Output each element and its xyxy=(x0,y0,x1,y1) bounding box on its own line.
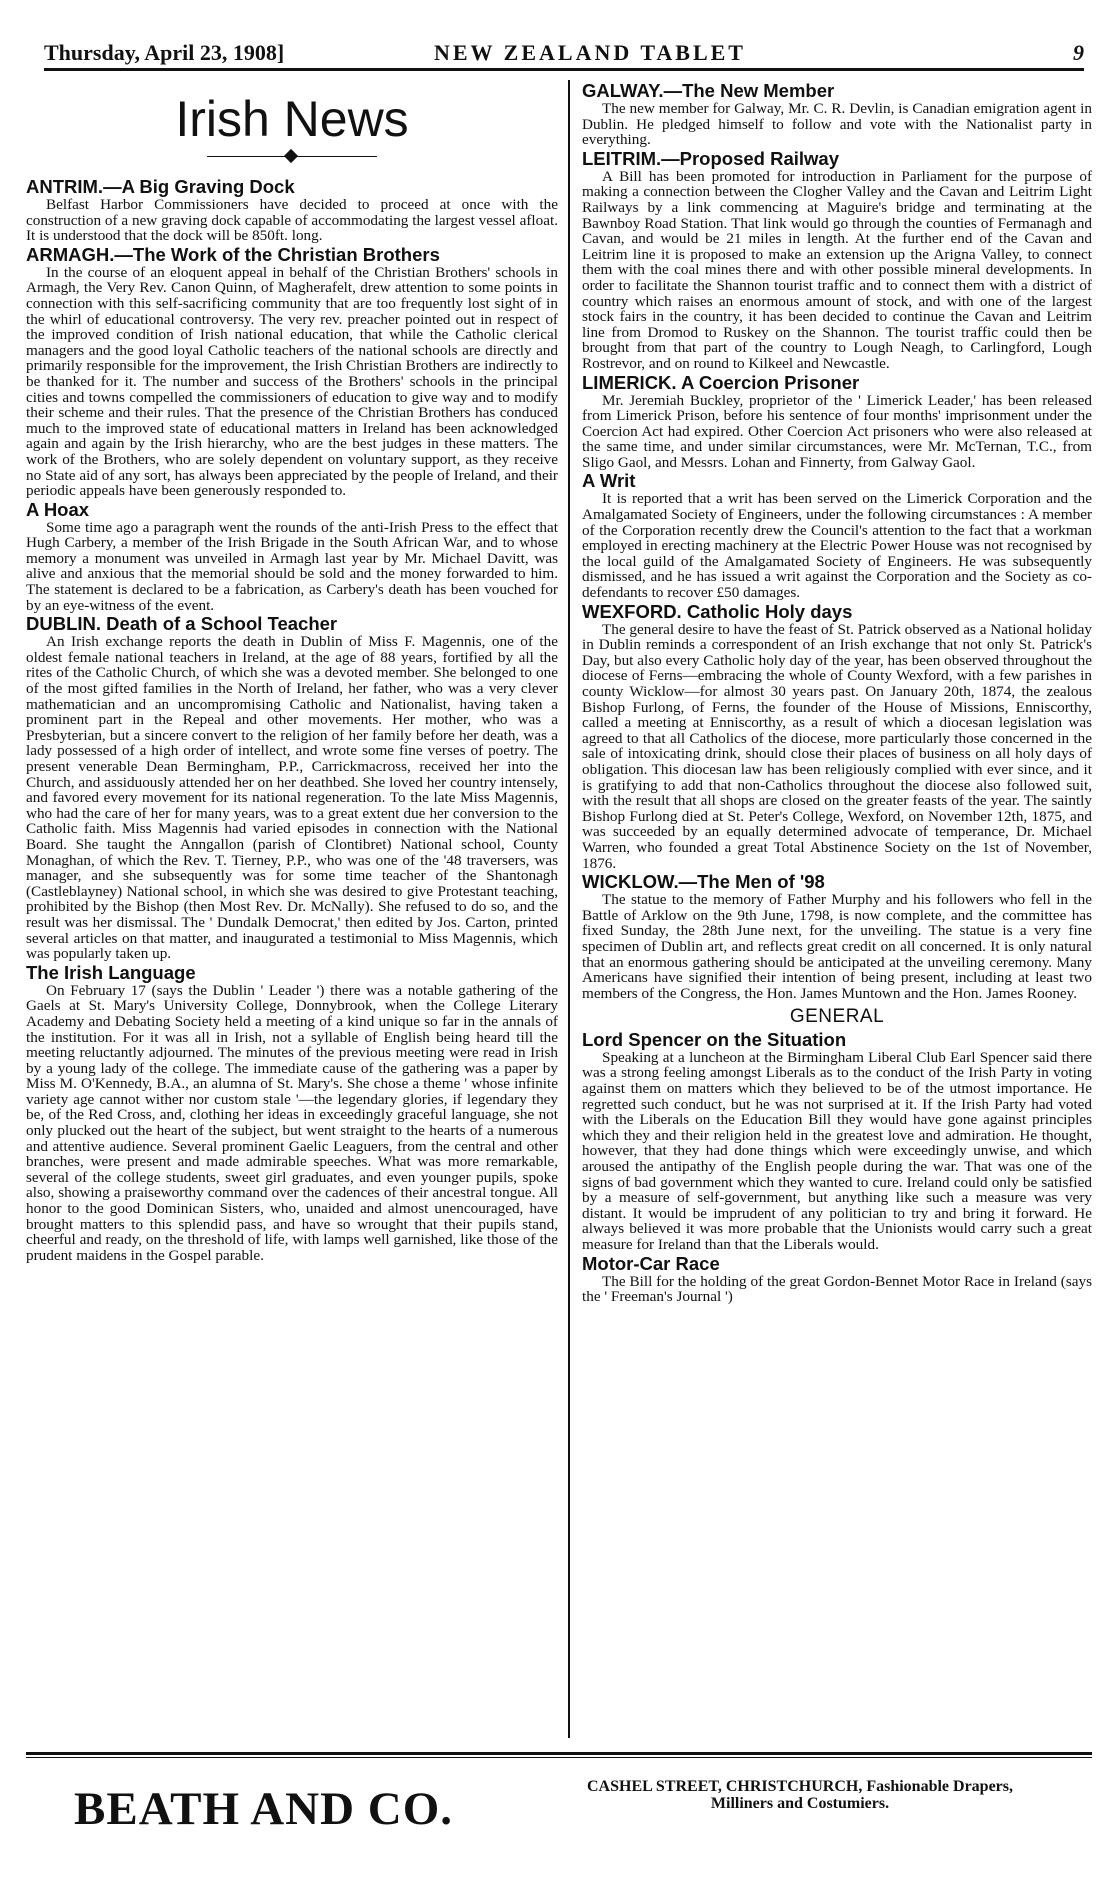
article-paragraph: It is reported that a writ has been served on the Limerick Corporation and the Amalgamated Society of Engineers, under the following circumstances : A member of the Corporation recently drew the Council's attention to the fact that a workman employed in erecting machinery at the Electric Power House was not recognised by the local guild of the Amalgamated Society of Engineers. He was subsequently dismissed, and he has issued a writ against the Corporation and the Society as co-defendants to recover £50 damages. xyxy=(582,490,1092,602)
article-heading xyxy=(582,1029,1092,1050)
article-paragraph: Some time ago a paragraph went the rounds of the anti-Irish Press to the effect that Hugh Carbery, a member of the Irish Brigade in the South African War, and to whose memory a monument was unveiled in Armagh last year by Mr. Michael Davitt, was alive and anxious that the memorial should be sold and the money forwarded to him. The statement is declared to be a fabrication, as Carbery's death has been vouched for by an eye-witness of the event. xyxy=(26,518,558,614)
article-heading xyxy=(582,601,1092,622)
heading-title: —The Work of the Christian Brothers xyxy=(114,243,440,265)
page-number: 9 xyxy=(1073,40,1084,65)
article-paragraph: The general desire to have the feast of St. Patrick observed as a National holiday in Dublin reminds a correspondent of an Irish exchange that not only St. Patrick's Day, but also every Catholic holy day of the year, has been observed throughout the diocese of Ferns—embracing the whole of County Wexford, with a few parishes in county Wicklow—for almost 30 years past. On January 20th, 1874, the zealous Bishop Furlong, of Ferns, the founder of the House of Missions, Enniscorthy, called a meeting at Enniscorthy, as a result of which a diocesan legislation was agreed to that all Catholics of the diocese, more particularly those concerned in the sale of intoxicating drink, should close their places of business on all holy days of obligation. This diocesan law has been religiously complied with ever since, and it is gratifying to add that non-Catholics throughout the diocese also followed suit, with the result that all shops are closed on the greater feasts of the year. The saintly Bishop Furlong died at St. Peter's College, Wexford, on November 12th, 1875, and was succeeded by an equally determined advocate of temperance, Dr. Michael Warren, who founded a great Total Abstinence Society on the 1st of November, 1876. xyxy=(582,620,1092,872)
heading-title: A Coercion Prisoner xyxy=(676,371,860,393)
left-articles xyxy=(26,176,558,1263)
page-header xyxy=(44,40,1084,71)
footer-rule xyxy=(26,1752,1092,1755)
heading-title: Motor-Car Race xyxy=(582,1252,720,1274)
article-heading xyxy=(26,176,558,197)
address-line-2: Milliners and Costumiers. xyxy=(710,1795,890,1812)
advertiser-address xyxy=(520,1778,1080,1812)
heading-title: The Irish Language xyxy=(26,961,196,983)
county-label: DUBLIN. xyxy=(26,613,102,635)
heading-title: A Writ xyxy=(582,470,636,492)
article-paragraph: Speaking at a luncheon at the Birmingham Liberal Club Earl Spencer said there was a strong feeling amongst Liberals as to the conduct of the Irish Party in voting against them on matters which they believed to be of the utmost importance. He regretted such conduct, but he was not surprised at it. If the Irish Party had voted with the Liberals on the Education Bill they would have gone against principles which they and their religion held in the greatest love and admiration. He thought, however, that they had done things which were exceedingly unwise, and which aroused the antipathy of the English people during the war. That was one of the signs of bad government which they wanted to cure. Ireland could only be satisfied by a measure of self-government, but anything like such a measure was very distant. It would be imprudent of any politician to try and bring it forward. He always believed it was more probable that the Unionists would carry such a great measure for Ireland than that the Liberals would. xyxy=(582,1048,1092,1253)
article-paragraph: An Irish exchange reports the death in Dublin of Miss F. Magennis, one of the oldest female national teachers in Ireland, at the age of 88 years, fortified by all the rites of the Catholic Church, of which she was a devoted member. She belonged to one of the most gifted families in the North of Ireland, her father, who was a very clever mathematician and an uncompromising Catholic and Nationalist, having taken a prominent part in the Repeal and other movements. Her mother, who was a Presbyterian, but a sincere convert to the religion of her family before her death, was a lady possessed of a high order of intellect, and wrote some fine verses of poetry. The present venerable Dean Bermingham, P.P., Carrickmacross, received her into the Church, and assiduously attended her on her deathbed. She loved her country intensely, and favored every movement for its national regeneration. To the late Miss Magennis, who had the care of her for many years, was to a great extent due her conversion to the Catholic faith. Miss Magennis had varied episodes in connection with the National Board. She taught the Anngallon (parish of Clontibret) National school, County Monaghan, of which the Rev. T. Tierney, P.P., who was one of the '48 traversers, was manager, and she subsequently was for some time teacher of the Shantonagh (Castleblayney) National school, in which she was desired to give Protestant teaching, prohibited by the Bishop (then Most Rev. Dr. McNally). She refused to do so, and the result was her dismissal. The ' Dundalk Democrat,' then edited by Jos. Carton, printed several articles on that matter, and inaugurated a testimonial to Miss Magennis, which was popularly taken up. xyxy=(26,633,558,963)
heading-title: Lord Spencer on the Situation xyxy=(582,1028,847,1050)
address-line-1: CASHEL STREET, CHRISTCHURCH, Fashionable Drapers, xyxy=(587,1778,1013,1795)
article-paragraph: The Bill for the holding of the great Gordon-Bennet Motor Race in Ireland (says the ' Freeman's Journal ') xyxy=(582,1272,1092,1306)
heading-title: —A Big Graving Dock xyxy=(103,176,295,197)
title-ornament xyxy=(207,150,377,164)
county-label: WICKLOW. xyxy=(582,871,679,893)
heading-title: —The New Member xyxy=(663,80,835,101)
right-column xyxy=(582,80,1092,1740)
article-heading xyxy=(26,499,558,520)
article-heading xyxy=(582,148,1092,169)
article-heading xyxy=(582,80,1092,101)
county-label: LIMERICK. xyxy=(582,371,677,393)
article-heading xyxy=(582,470,1092,491)
article-heading xyxy=(26,962,558,983)
footer-rule-thin xyxy=(26,1757,1092,1758)
left-column xyxy=(26,80,558,1740)
right-articles xyxy=(582,80,1092,1305)
heading-title: —The Men of '98 xyxy=(678,871,825,893)
section-title: Irish News xyxy=(175,91,409,147)
advertiser-name: BEATH AND CO. xyxy=(74,1783,454,1835)
article-paragraph: Belfast Harbor Commissioners have decided to proceed at once with the construction of a new graving dock capable of accommodating the largest vessel afloat. It is understood that the dock will be 850ft. long. xyxy=(26,196,558,245)
column-divider xyxy=(568,80,570,1738)
article-paragraph: In the course of an eloquent appeal in behalf of the Christian Brothers' schools in Armagh, the Very Rev. Canon Quinn, of Magherafelt, drew attention to some points in connection with this self-sacrificing community that are too frequently lost sight of in the whirl of educational controversy. The very rev. preacher pointed out in respect of the improved condition of Irish national education, that while the Catholic clerical managers and the good loyal Catholic teachers of the national schools are directly and primarily responsible for the improvement, the Irish Christian Brothers are indirectly to be thanked for it. The number and success of the Brothers' schools in the principal cities and towns compelled the commissioners of education to give way and to modify their scheme and their rules. That the presence of the Christian Brothers has conduced much to the improved state of educational matters in Ireland has been acknowledged again and again by the Irish hierarchy, who are the best judges in these matters. The work of the Brothers, who are solely dependent on voluntary support, as they receive no State aid of any sort, has always been appreciated by the people of Ireland, and their periodic appeals have been generously responded to. xyxy=(26,263,558,500)
heading-title: Death of a School Teacher xyxy=(101,613,338,635)
section-subheading: GENERAL xyxy=(789,1006,885,1028)
heading-title: Catholic Holy days xyxy=(681,600,853,622)
article-heading xyxy=(26,613,558,634)
article-paragraph: The statue to the memory of Father Murphy and his followers who fell in the Battle of Arklow on the 9th June, 1798, is now complete, and the committee has fixed Sunday, the 28th June next, for the unveiling. The statue is a very fine specimen of Dublin art, and reflects great credit on all concerned. It is only natural that an enormous gathering should be anticipated at the unveiling ceremony. Many Americans have signified their intention of being present, including at least two members of the Congress, the Hon. James Muntown and the Hon. James Rooney. xyxy=(582,891,1092,1002)
article-heading xyxy=(582,1253,1092,1274)
heading-title: A Hoax xyxy=(26,498,90,520)
article-heading xyxy=(582,372,1092,393)
issue-date: Thursday, April 23, 1908] xyxy=(44,40,285,65)
article-paragraph: The new member for Galway, Mr. C. R. Devlin, is Canadian emigration agent in Dublin. He pledged himself to follow and vote with the Nationalist party in everything. xyxy=(582,100,1092,149)
county-label: ANTRIM. xyxy=(26,176,104,197)
article-paragraph: A Bill has been promoted for introduction in Parliament for the purpose of making a connection between the Clogher Valley and the Cavan and Leitrim Light Railways by a link commencing at Maguire's bridge and terminating at the Bawnboy Road Station. That link would go through the counties of Fermanagh and Cavan, and would be 21 miles in length. At the further end of the Cavan and Leitrim line it is proposed to make an extension up the Arigna Valley, to connect them with the coal mines there and with other possible mineral developments. In order to facilitate the Shannon tourist traffic and to connect them with a district of country which raises an enormous amount of stock, and with one of the largest stock fairs in the country, it has been decided to continue the Cavan and Leitrim line from Dromod to Ruskey on the Shannon. The tourist traffic could then be brought from that part of the country to Lough Neagh, to Carlingford, Lough Rostrevor, and on round to Kilkeel and Newcastle. xyxy=(582,167,1092,372)
publication-name: NEW ZEALAND TABLET xyxy=(434,40,746,65)
county-label: GALWAY. xyxy=(582,80,664,101)
article-heading xyxy=(26,244,558,265)
county-label: LEITRIM. xyxy=(582,147,662,169)
heading-title: —Proposed Railway xyxy=(661,147,839,169)
article-paragraph: On February 17 (says the Dublin ' Leader ') there was a notable gathering of the Gaels at St. Mary's University College, Donnybrook, when the College Literary Academy and Debating Society held a meeting of a kind unique so far in the annals of the institution. For it was all in Irish, not a syllable of English being heard till the meeting reluctantly adjourned. The minutes of the previous meeting were read in Irish by a young lady of the college. The immediate cause of the gathering was a paper by Miss M. O'Kennedy, B.A., an alumna of St. Mary's. She chose a theme ' whose infinite variety age cannot wither nor custom stale '—the legendary glories, if legendary they be, of the Red Cross, and, clothing her ideas in exceedingly graceful language, she not only plucked out the heart of the subject, but went straight to the hearts of a numerous and attentive audience. Several prominent Gaelic Leaguers, from the central and other branches, were present and made admirable speeches. What was more remarkable, several of the college students, sweet girl graduates, and even younger pupils, spoke also, showing a praiseworthy command over the cadences of their ancestral tongue. All honor to the good Dominican Sisters, who, unaided and almost unencouraged, have brought matters to this splendid pass, and have so wrought that their pupils stand, cheerful and ready, on the threshold of life, with lamps well garnished, like those of the prudent maidens in the Gospel parable. xyxy=(26,981,558,1264)
county-label: WEXFORD. xyxy=(582,600,682,622)
article-heading xyxy=(582,871,1092,892)
article-paragraph: Mr. Jeremiah Buckley, proprietor of the ' Limerick Leader,' has been released from Limerick Prison, before his sentence of four months' imprisonment under the Coercion Act had expired. Other Coercion Act prisoners who were also released at the same time, and under similar circumstances, were Mr. McTernan, T.C., from Sligo Gaol, and Messrs. Lohan and Finnerty, from Galway Gaol. xyxy=(582,391,1092,471)
county-label: ARMAGH. xyxy=(26,243,115,265)
